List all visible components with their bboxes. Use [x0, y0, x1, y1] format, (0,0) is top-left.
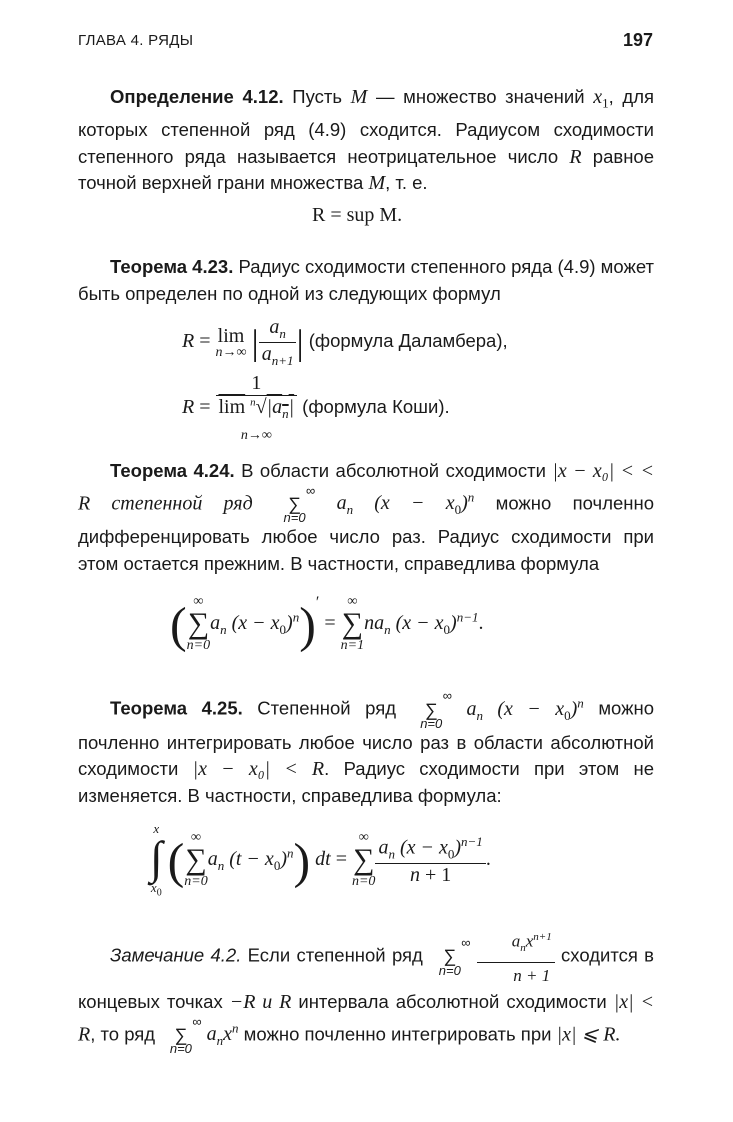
chapter-title: ГЛАВА 4. РЯДЫ — [78, 32, 194, 49]
running-head — [78, 30, 653, 54]
theorem-4-25: Теорема 4.25. Степенной ряд ∞ ∑ n=0 $a_n$ $(x - x_0)^n$ можно почленно интегрировать любое число раз в области абсолютной сходимости |x − x₀| < R. Радиус сходимости при этом не изменяется. В частности, справедлива формула: — [78, 688, 654, 806]
remark-label: Замечание 4.2. — [110, 944, 242, 966]
remark-4-2: Замечание 4.2. Если степенной ряд ∞ ∑ n=0 $\frac{a_nx^{n+1}}{n + 1}$ сходится в концевых точках −R и R интервала абсолютной сходимости |x| < R, то ряд ∞ ∑ n=0 $a_nx^n$ можно почленно интегрировать при |x| ⩽ R. — [78, 924, 654, 1055]
theorem-label: Теорема 4.24. — [110, 460, 235, 481]
definition-4-12: Определение 4.12. Пусть M — множество значений $x_1$, для которых степенной ряд (4.9) сходится. Радиусом сходимости степенного ряда называется неотрицательное число R равное точной верхней грани множества M, т. е. — [78, 86, 655, 195]
theorem-label: Теорема 4.25. — [110, 697, 243, 719]
page-number: 197 — [622, 30, 653, 50]
formula-dalembert: R = lim n→∞ | $\frac{a_n}{a_{n+1}}$ | (формула Даламбера), — [182, 316, 508, 368]
formula-integral: x ∫ $x_0$ ( ∞ ∑ n=0 $a_n$ $(t - x_0)^n$) dt = ∞ ∑ n=0 $\frac{a_n (x - x_0)^{n-1}}{n + 1}$ . — [150, 821, 491, 899]
formula-sup: R = sup M. — [312, 204, 403, 226]
formula-cauchy: R = 1 $\overline{lim}$ $^n√|a_n|$ n→∞ (формула Коши). — [182, 372, 450, 443]
definition-label: Определение 4.12. — [110, 86, 284, 107]
theorem-4-24: Теорема 4.24. В области абсолютной сходимости |x − x₀| < < R степенной ряд ∞ ∑ n=0 $a_n$ $(x - x_0)^n$ можно почленно дифференцировать любое число раз. Радиус сходимости при этом остается прежним. В частности, справедлива формула — [78, 460, 655, 574]
theorem-label: Теорема 4.23. — [110, 256, 234, 277]
formula-derivative: ( ∞ ∑ n=0 $a_n$ $(x - x_0)^n)'$ = ∞ ∑ n=1 $na_n$ $(x - x_0)^{n-1}$. — [170, 594, 484, 654]
theorem-4-23: Теорема 4.23. Радиус сходимости степенного ряда (4.9) может быть определен по одной из следующих формул — [78, 256, 654, 304]
